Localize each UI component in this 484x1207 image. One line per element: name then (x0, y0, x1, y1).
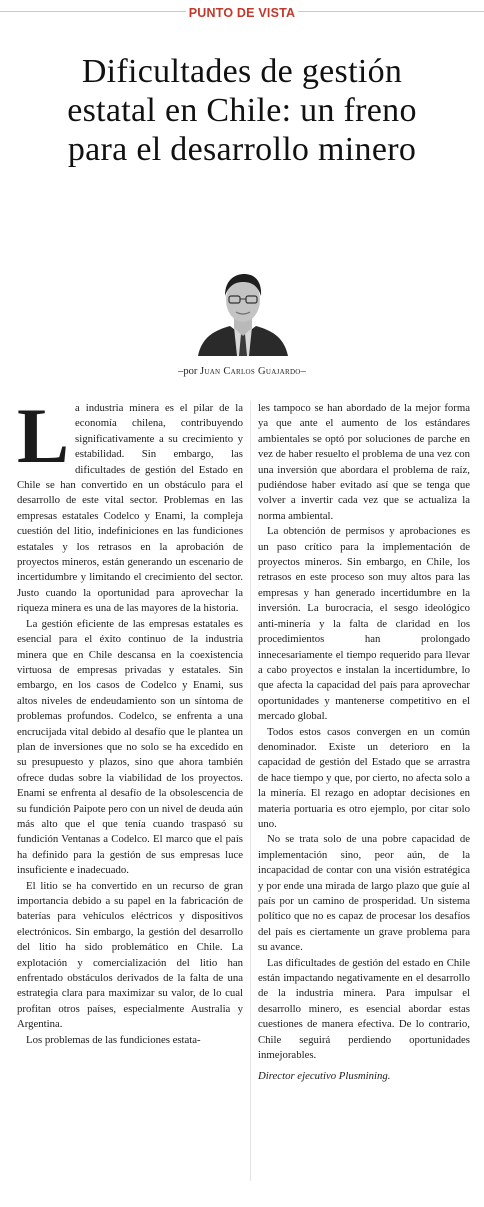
article-paragraph-2: La gestión eficiente de las empresas estatales es esencial para el éxito continuo de la industria minera que en Chile descansa en la coexistencia virtuosa de empresas privadas y estatales. Sin embargo, en los casos de Codelco y Enami, sus altos niveles de endeudamiento son un síntoma de problemas profundos. Codelco, se enfrenta a una encrucijada vital debido al desafío que le plantea un plan de inversiones que no solo se ha excedido en su presupuesto y plazos, sino que ahora también ofrece dudas sobre la viabilidad de los proyectos. Enami se enfrenta al desafío de la obsolescencia de su fundición Paipote pero con un nivel de deuda aún más alto que el que tenía cuando traspasó su fundición Ventanas a Codelco. El marco que el país ha definido para la gestión de sus empresas luce insuficiente e inadecuado. (17, 617, 243, 877)
byline (0, 366, 484, 377)
column-divider (250, 401, 251, 1181)
dropcap: L (17, 392, 70, 479)
byline-prefix: –por (178, 366, 198, 377)
section-rule-right (298, 11, 484, 12)
byline-suffix: – (300, 366, 306, 377)
article-column-left (17, 392, 243, 1048)
article-paragraph-5: La obtención de permisos y aprobaciones es un paso crítico para la implementación de proyectos mineros. Sin embargo, en Chile, los retrasos en este proceso son muy altos para las empresas y han generado incertidumbre en la inversión. La burocracia, el sesgo ideológico anti-minería y la falta de claridad en los procedimientos han prolongado innecesariamente el tiempo requerido para llevar a cabo proyectos e instalan la incertidumbre, lo que afecta la capacidad del país para aprovechar oportunidades y mantenerse competitivo en el mercado global. (258, 525, 470, 723)
article-paragraph-7: No se trata solo de una pobre capacidad de implementación sino, peor aún, de la incapacidad de contar con una visión estratégica y por ende una mirada de largo plazo que guíe al país por un camino de prosperidad. Un sistema político que no es capaz de procesar los desafíos del país es ciertamente un grave problema para su avance. (258, 833, 470, 954)
byline-author: Juan Carlos Guajardo (199, 366, 301, 377)
article-paragraph-6: Todos estos casos convergen en un común denominador. Existe un deterioro en la capacidad de gestión del Estado que se arrastra de hace tiempo y que, por cierto, no afecta solo a la minería. El rezago en adoptar decisiones en materia portuaria es otro ejemplo, por citar solo uno. (258, 725, 470, 830)
headline-line-1: Dificultades de gestión (81, 53, 403, 90)
article-paragraph-1 (17, 392, 243, 617)
article-paragraph-8: Las dificultades de gestión del estado en Chile están impactando negativamente en el desarrollo de la industria minera. Para impulsar el desarrollo minero, es esencial abordar estas cuestiones de manera efectiva. De lo contrario, Chile seguirá perdiendo oportunidades inmejorables. (258, 956, 470, 1062)
headline-line-2: estatal en Chile: un freno (67, 92, 417, 129)
author-portrait (196, 270, 290, 356)
section-label: PUNTO DE VISTA (188, 6, 296, 20)
headline-line-3: para el desarrollo minero (67, 131, 417, 168)
article-paragraph-4-continued: les tampoco se han abordado de la mejor forma ya que ante el aumento de los estándares ambientales se optó por soluciones de parche en vez de haber resuelto el problema de una vez con una inversión que abordara el problema de raíz, pudiéndose haber evitado así que se tenga que volver a invertir cada vez que se actualiza la norma ambiental. (258, 402, 470, 522)
article-paragraph-3: El litio se ha convertido en un recurso de gran importancia debido a su papel en la fabricación de baterías para vehículos eléctricos y dispositivos electrónicos. Sin embargo, la gestión del desarrollo del litio ha sido problemático en Chile. La explotación y comercialización del litio han enfrentado obstáculos derivados de la falta de una estrategia clara para maximizar su valor, de lo cual profitan otros países, especialmente Australia y Argentina. (17, 879, 243, 1031)
article-paragraph-1-text: a industria minera es el pilar de la economía chilena, contribuyendo significativamente a su crecimiento y estabilidad. Sin embargo, las dificultades de gestión del Estado en Chile se han convertido en un obstáculo para el desarrollo de este vital sector. Problemas en las empresas estatales Codelco y Enami, la compleja cuestión del litio, indefiniciones en las fundiciones estatales y los retrasos en la aprobación de proyectos mineros, están generando un escenario de incertidumbre y limitando el crecimiento del sector. Justo cuando la oportunidad para aprovechar la riqueza minera es una de las mayores de la historia. (17, 402, 243, 615)
headline (14, 52, 470, 169)
author-signature: Director ejecutivo Plusmining. (258, 1070, 391, 1083)
article-column-right (258, 401, 470, 1085)
article-paragraph-4: Los problemas de las fundiciones estata- (26, 1033, 201, 1046)
